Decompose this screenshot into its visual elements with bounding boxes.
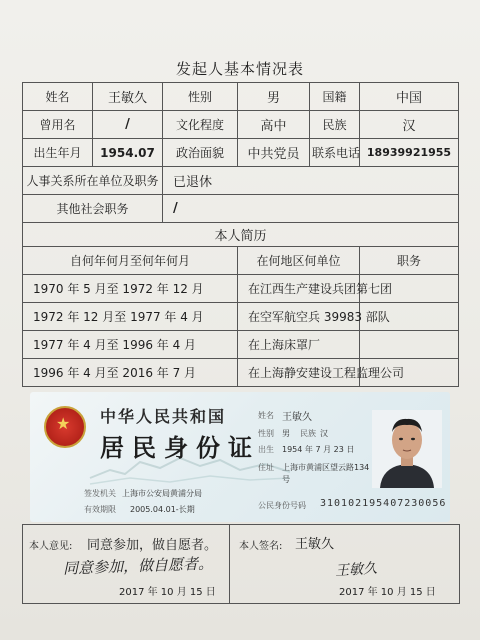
table-row (23, 331, 459, 359)
resume-period: 1977 年 4 月至 1996 年 4 月 (23, 331, 238, 359)
person-portrait-icon (372, 410, 442, 488)
former-name-label: 曾用名 (23, 111, 93, 139)
id-card-photo (30, 392, 450, 522)
id-validity-label: 有效期限 (84, 505, 116, 514)
table-row (23, 275, 459, 303)
opinion-text: 同意参加，做自愿者。 (87, 538, 218, 553)
id-portrait-photo (372, 410, 442, 488)
nationality-label: 国籍 (310, 83, 360, 111)
former-name-value: / (93, 111, 163, 139)
phone-label: 联系电话 (310, 139, 360, 167)
ethnicity-label: 民族 (310, 111, 360, 139)
id-name-value: 王敏久 (282, 412, 312, 423)
name-value: 王敏久 (93, 83, 163, 111)
id-ethnicity-label: 民族 (300, 429, 316, 438)
id-number-label: 公民身份号码 (258, 501, 306, 510)
education-value: 高中 (238, 111, 310, 139)
signer-name: 王敏久 (295, 537, 335, 552)
id-name-label: 姓名 (258, 411, 274, 420)
resume-place: 在上海床罩厂 (238, 331, 360, 359)
opinion-date: 2017 年 10 月 15 日 (119, 587, 216, 598)
id-authority-value: 上海市公安局黄浦分局 (122, 489, 202, 498)
nationality-value: 中国 (360, 83, 459, 111)
id-address-line2: 号 (282, 475, 290, 484)
table-row (23, 359, 459, 387)
id-birth-label: 出生 (258, 445, 274, 454)
id-card-country: 中华人民共和国 (100, 407, 227, 426)
phone-value: 18939921955 (360, 139, 459, 167)
birth-value: 1954.07 (93, 139, 163, 167)
resume-col-place: 在何地区何单位 (238, 247, 360, 275)
resume-period: 1970 年 5 月至 1972 年 12 月 (23, 275, 238, 303)
unit-value: 已退休 (163, 167, 459, 195)
resume-place: 在空军航空兵 39983 部队 (238, 303, 360, 331)
resume-period: 1972 年 12 月至 1977 年 4 月 (23, 303, 238, 331)
opinion-label: 本人意见: (29, 541, 73, 552)
signature-divider (229, 525, 230, 603)
page-title: 发起人基本情况表 (175, 60, 304, 78)
id-validity-value: 2005.04.01-长期 (130, 505, 195, 514)
signature-section (22, 524, 460, 604)
national-emblem-icon: ★ (44, 406, 86, 448)
birth-label: 出生年月 (23, 139, 93, 167)
gender-label: 性别 (163, 83, 238, 111)
id-gender-label: 性别 (258, 429, 274, 438)
gender-value: 男 (238, 83, 310, 111)
political-value: 中共党员 (238, 139, 310, 167)
id-birth-value: 1954 年 7 月 23 日 (282, 445, 355, 454)
political-label: 政治面貌 (163, 139, 238, 167)
table-row (23, 303, 459, 331)
signer-label: 本人签名: (239, 541, 283, 552)
signer-handwriting: 王敏久 (334, 560, 378, 580)
resume-section-title: 本人简历 (23, 223, 459, 247)
resume-place: 在上海静安建设工程监理公司 (238, 359, 360, 387)
id-number-value: 310102195407230056 (320, 498, 447, 509)
opinion-handwriting: 同意参加，做自愿者。 (62, 554, 214, 578)
id-authority-label: 签发机关 (84, 489, 116, 498)
id-ethnicity-value: 汉 (320, 429, 328, 438)
signer-date: 2017 年 10 月 15 日 (339, 587, 436, 598)
resume-period: 1996 年 4 月至 2016 年 7 月 (23, 359, 238, 387)
social-duty-label: 其他社会职务 (23, 195, 163, 223)
id-address-line1: 上海市黄浦区望云路134 (282, 463, 370, 472)
resume-place: 在江西生产建设兵团第七团 (238, 275, 360, 303)
unit-label: 人事关系所在单位及职务 (23, 167, 163, 195)
resume-col-period: 自何年何月至何年何月 (23, 247, 238, 275)
id-address-label: 住址 (258, 463, 274, 472)
social-duty-value: / (163, 195, 459, 223)
resume-position (360, 331, 459, 359)
sponsor-info-table (22, 82, 459, 387)
education-label: 文化程度 (163, 111, 238, 139)
name-label: 姓名 (23, 83, 93, 111)
id-gender-value: 男 (282, 429, 290, 438)
id-card-title: 居民身份证 (100, 433, 260, 462)
resume-col-position: 职务 (360, 247, 459, 275)
ethnicity-value: 汉 (360, 111, 459, 139)
